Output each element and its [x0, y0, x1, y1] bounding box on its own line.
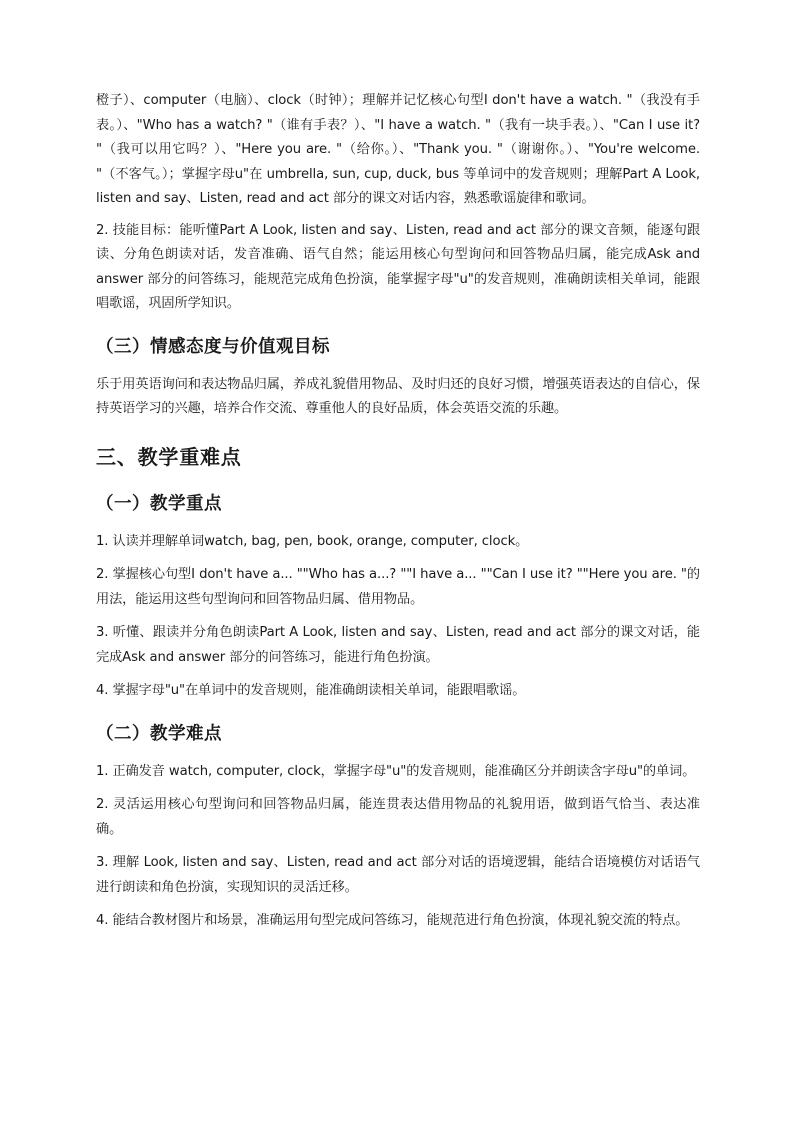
skill-goal-paragraph: 2. 技能目标：能听懂Part A Look, listen and say、Listen, read and act 部分的课文音频，能逐句跟读、分角色朗读对话，发音准确、语气自然；能运用核心句型询问和回答物品归属，能完成Ask and answer 部分的问答练习，能规范完成角色扮演，能掌握字母"u"的发音规则，准确朗读相关单词，能跟唱歌谣，巩固所学知识。: [96, 222, 700, 311]
difficult-point-item: 3. 理解 Look, listen and say、Listen, read and act 部分对话的语境逻辑，能结合语境模仿对话语气进行朗读和角色扮演，实现知识的灵活迁移。: [96, 855, 700, 895]
key-point-item: 2. 掌握核心句型I don't have a... ""Who has a...? ""I have a... ""Can I use it? ""Here you are. "的用法，能运用这些句型询问和回答物品归属、借用物品。: [96, 567, 700, 607]
chapter-heading-key-difficult-points: 三、教学重难点: [96, 444, 242, 469]
knowledge-goal-continuation: 橙子）、computer（电脑）、clock（时钟）；理解并记忆核心句型I don't have a watch. "（我没有手表。）、"Who has a watch? "（谁有手表？）、"I have a watch. "（我有一块手表。）、"Can I use it? "（我可以用它吗？）、"Here you are. "（给你。）、"Thank you. "（谢谢你。）、"You're welcome. "（不客气。）；掌握字母u"在 umbrella, sun, cup, duck, bus 等单词中的发音规则；理解Part A Look, listen and say、Listen, read and act 部分的课文对话内容，熟悉歌谣旋律和歌词。: [96, 93, 700, 206]
difficult-point-item: 1. 正确发音 watch, computer, clock，掌握字母"u"的发音规则，能准确区分并朗读含字母u"的单词。: [96, 763, 696, 779]
key-point-item: 1. 认读并理解单词watch, bag, pen, book, orange, computer, clock。: [96, 533, 529, 549]
document-page: [96, 89, 700, 943]
key-point-item: 3. 听懂、跟读并分角色朗读Part A Look, listen and say、Listen, read and act 部分的课文对话，能完成Ask and answer 部分的问答练习，能进行角色扮演。: [96, 625, 700, 665]
difficult-point-item: 4. 能结合教材图片和场景，准确运用句型完成问答练习，能规范进行角色扮演，体现礼貌交流的特点。: [96, 913, 689, 928]
difficult-point-item: 2. 灵活运用核心句型询问和回答物品归属，能连贯表达借用物品的礼貌用语，做到语气恰当、表达准确。: [96, 797, 700, 837]
section-heading-emotion-goals: （三）情感态度与价值观目标: [96, 336, 330, 357]
section-heading-key-points: （一）教学重点: [96, 493, 222, 514]
key-point-item: 4. 掌握字母"u"在单词中的发音规则，能准确朗读相关单词，能跟唱歌谣。: [96, 683, 526, 698]
section-heading-difficult-points: （二）教学难点: [96, 723, 222, 744]
emotion-goals-paragraph: 乐于用英语询问和表达物品归属，养成礼貌借用物品、及时归还的良好习惯，增强英语表达的自信心，保持英语学习的兴趣，培养合作交流、尊重他人的良好品质，体会英语交流的乐趣。: [96, 376, 700, 416]
